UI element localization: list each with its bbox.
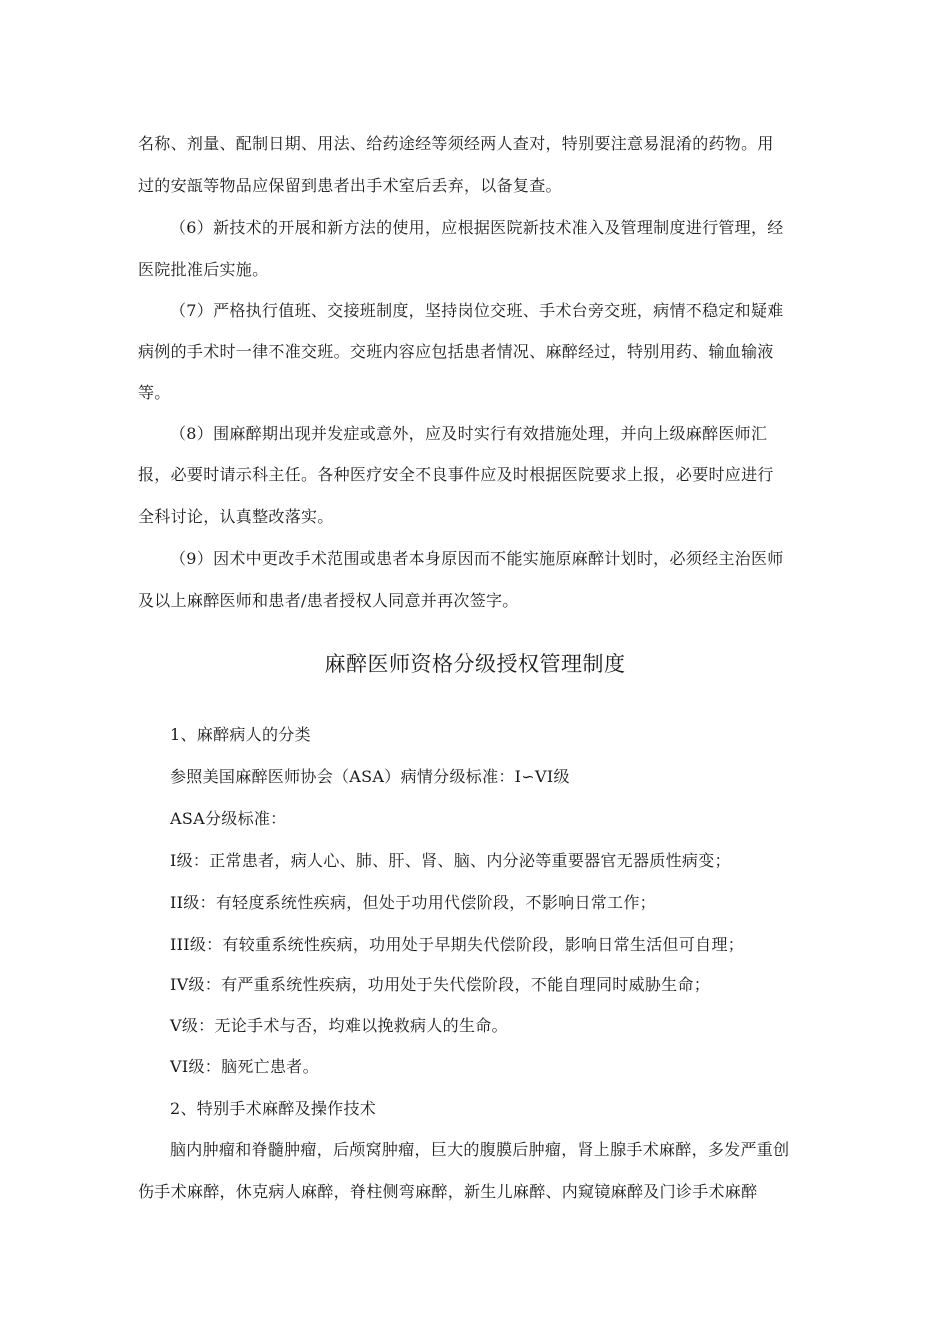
paragraph-line: 报，必要时请示科主任。各种医疗安全不良事件应及时根据医院要求上报，必要时应进行 [138,465,774,484]
paragraph-line: 伤手术麻醉，休克病人麻醉，脊柱侧弯麻醉，新生儿麻醉、内窥镜麻醉及门诊手术麻醉 [138,1182,758,1201]
paragraph-line: 病例的手术时一律不准交班。交班内容应包括患者情况、麻醉经过，特别用药、输血输液 [138,342,774,361]
subheading: 1、麻醉病人的分类 [170,725,311,744]
paragraph-line: 过的安瓿等物品应保留到患者出手术室后丢弃，以备复查。 [138,176,562,195]
paragraph-line: 及以上麻醉医师和患者/患者授权人同意并再次签字。 [138,591,519,610]
subheading: 2、特别手术麻醉及操作技术 [170,1099,377,1118]
paragraph-line: 等。 [138,383,171,402]
paragraph-line: （8）围麻醉期出现并发症或意外，应及时实行有效措施处理，并向上级麻醉医师汇 [170,424,768,443]
paragraph-line: ASA分级标准： [170,809,287,828]
paragraph-line: 参照美国麻醉医师协会（ASA）病情分级标准：I∽VI级 [170,767,570,786]
paragraph-line: （6）新技术的开展和新方法的使用，应根据医院新技术准入及管理制度进行管理，经 [170,218,784,237]
list-item: I级：正常患者，病人心、肺、肝、肾、脑、内分泌等重要器官无器质性病变； [170,851,731,870]
list-item: III级：有较重系统性疾病，功用处于早期失代偿阶段，影响日常生活但可自理； [170,935,745,954]
paragraph-line: （7）严格执行值班、交接班制度，坚持岗位交班、手术台旁交班，病情不稳定和疑难 [170,301,784,320]
list-item: V级：无论手术与否，均难以挽救病人的生命。 [170,1016,508,1035]
list-item: IV级：有严重系统性疾病，功用处于失代偿阶段，不能自理同时威胁生命； [170,975,711,994]
paragraph-line: 医院批准后实施。 [138,260,269,279]
list-item: II级：有轻度系统性疾病，但处于功用代偿阶段，不影响日常工作； [170,893,656,912]
paragraph-line: 脑内肿瘤和脊髓肿瘤，后颅窝肿瘤，巨大的腹膜后肿瘤，肾上腺手术麻醉，多发严重创 [170,1140,790,1159]
list-item: VI级：脑死亡患者。 [170,1057,319,1076]
paragraph-line: （9）因术中更改手术范围或患者本身原因而不能实施原麻醉计划时，必须经主治医师 [170,549,784,568]
paragraph-line: 全科讨论，认真整改落实。 [138,507,334,526]
section-title: 麻醉医师资格分级授权管理制度 [324,652,626,676]
paragraph-line: 名称、剂量、配制日期、用法、给药途经等须经两人查对，特别要注意易混淆的药物。用 [138,134,774,153]
